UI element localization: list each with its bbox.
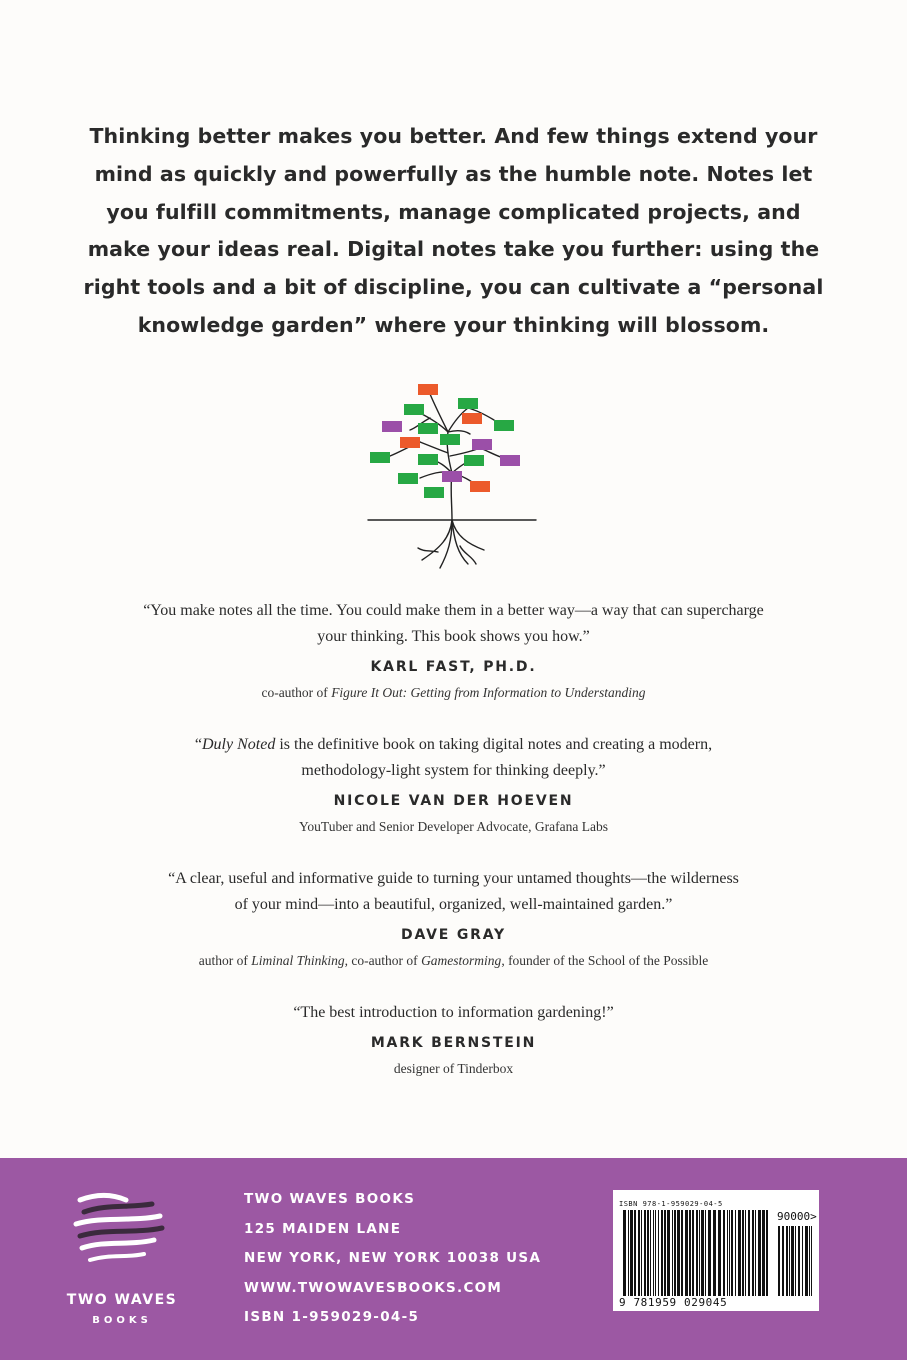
blurb-line: right tools and a bit of discipline, you can cultivate a “personal [83,275,824,300]
barcode-bar [674,1210,676,1296]
barcode-bar [809,1226,810,1296]
address-line: 125 MAIDEN LANE [244,1220,402,1237]
barcode-bar [782,1226,784,1296]
quote-line: methodology-light system for thinking deeply.” [301,762,606,779]
barcode-bar [791,1226,794,1296]
address-line: ISBN 1-959029-04-5 [244,1309,420,1325]
barcode-bar [647,1210,649,1296]
barcode-bar [658,1210,659,1296]
barcode-bar [644,1210,646,1296]
barcode-bar [685,1210,688,1296]
barcode-bar [705,1210,706,1296]
endorsement-dave-gray [60,866,847,972]
barcode-digits: 9 781959 029045 [619,1296,728,1309]
barcode-bar [766,1210,768,1296]
barcode-bar [664,1210,666,1296]
barcode-bar [689,1210,691,1296]
barcode-bar [681,1210,683,1296]
quote-line: “The best introduction to information gardening!” [293,1004,614,1021]
barcode-bar [762,1210,765,1296]
quote-line: your thinking. This book shows you how.” [317,628,590,645]
barcode-bar [811,1226,812,1296]
barcode-bar [628,1210,629,1296]
address-line: NEW YORK, NEW YORK 10038 USA [244,1250,542,1266]
note-leaves [370,384,520,498]
barcode-bar [672,1210,673,1296]
barcode-bar [795,1226,796,1296]
barcode-bar [638,1210,640,1296]
barcode-bar [729,1210,730,1296]
barcode-bar [738,1210,741,1296]
barcode-bar [718,1210,721,1296]
barcode-bar [708,1210,711,1296]
blurb-line: Thinking better makes you better. And few things extend your [89,124,818,148]
barcode-bar [667,1210,670,1296]
barcode-bar [798,1226,800,1296]
barcode-bar [623,1210,626,1296]
barcode-bar [677,1210,680,1296]
barcode-bar [723,1210,725,1296]
endorser-role: designer of Tinderbox [393,1061,514,1076]
barcode-price-code: 90000> [777,1210,817,1223]
waves-icon [56,1192,188,1287]
barcode-bar [630,1210,633,1296]
barcode-bar [745,1210,746,1296]
barcode-bar [789,1226,790,1296]
barcode-bar [653,1210,654,1296]
logo-name: TWO WAVES [66,1292,178,1308]
barcode-bar [661,1210,663,1296]
quote-line: “You make notes all the time. You could make them in a better way—a way that can supercharge [143,602,764,619]
barcode-isbn-label: ISBN 978-1-959029-04-5 [619,1200,723,1208]
barcode-bar [778,1226,780,1296]
barcode-bar [692,1210,694,1296]
publisher-address [244,1185,541,1333]
publisher-footer [0,1158,907,1360]
two-waves-logo [56,1192,188,1326]
barcode-bar [758,1210,761,1296]
endorser-name: DAVE GRAY [401,927,506,943]
endorser-role: co-author of Figure It Out: Getting from Information to Understanding [261,685,646,700]
barcode-bar [650,1210,651,1296]
barcode-bar [727,1210,728,1296]
barcode-bar [752,1210,754,1296]
barcode-bar [699,1210,700,1296]
barcode-bar [713,1210,716,1296]
barcode-bar [696,1210,698,1296]
barcode-bar [805,1226,808,1296]
quote-line: “A clear, useful and informative guide to turning your untamed thoughts—the wilderness [168,870,739,887]
barcode-bars [623,1210,771,1296]
barcode-bar [755,1210,756,1296]
blurb-line: you fulfill commitments, manage complicated projects, and [106,199,801,224]
endorsement-karl-fast [60,598,847,704]
endorsement-nicole-van-der-hoeven [60,732,847,838]
isbn-barcode [613,1190,819,1311]
barcode-bar [701,1210,704,1296]
endorsement-mark-bernstein [60,1000,847,1080]
quote-line: “Duly Noted is the definitive book on taking digital notes and creating a modern, [194,736,713,753]
endorser-name: MARK BERNSTEIN [370,1035,537,1051]
blurb-line: mind as quickly and powerfully as the humble note. Notes let [94,161,813,186]
barcode-bar [802,1226,803,1296]
barcode-addon-bars [778,1226,814,1296]
barcode-bar [735,1210,736,1296]
address-line: TWO WAVES BOOKS [244,1191,416,1207]
back-cover-blurb [70,118,837,345]
endorser-role: author of Liminal Thinking, co-author of Gamestorming, founder of the School of the Possible [198,953,709,968]
blurb-line: make your ideas real. Digital notes take you further: using the [87,237,820,262]
blurb-line: knowledge garden” where your thinking will blossom. [137,312,770,337]
barcode-bar [655,1210,656,1296]
endorser-name: NICOLE VAN DER HOEVEN [333,793,574,809]
barcode-bar [786,1226,788,1296]
endorser-role: YouTuber and Senior Developer Advocate, Grafana Labs [299,819,608,834]
address-line: WWW.TWOWAVESBOOKS.COM [244,1279,503,1296]
barcode-bar [748,1210,750,1296]
barcode-bar [634,1210,636,1296]
knowledge-tree-illustration [360,378,550,578]
endorser-name: KARL FAST, PH.D. [370,659,537,675]
barcode-bar [731,1210,733,1296]
barcode-bar [641,1210,642,1296]
quote-line: of your mind—into a beautiful, organized, well-maintained garden.” [234,896,673,913]
logo-subtitle: BOOKS [92,1315,152,1326]
barcode-bar [742,1210,744,1296]
